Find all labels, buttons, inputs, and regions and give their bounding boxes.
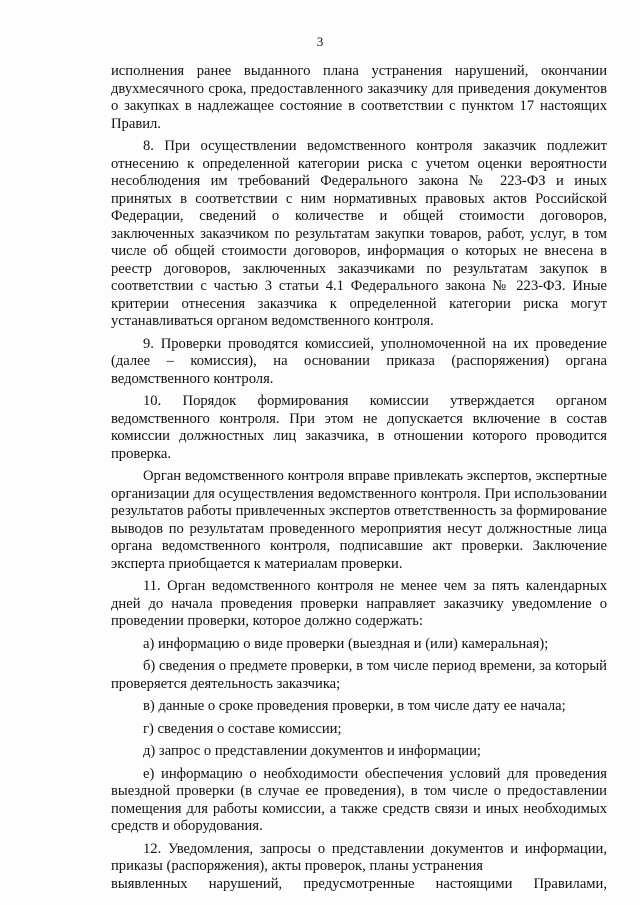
list-item: а) информацию о виде проверки (выездная и (или) камеральная); (143, 635, 549, 652)
page-number: 3 (316, 34, 324, 49)
paragraph-8: 8. При осуществлении ведомственного контроля заказчик подлежит отнесению к определенной категории риска с учетом оценки вероятности несоблюдения им требований Федерального закона № 223-ФЗ и иных принятых в соответствии с ним нормативных правовых актов Российской Федерации, сведений о количестве и общей стоимости договоров, заключенных заказчиком по результатам закупки товаров, работ, услуг, в том числе об общей стоимости договоров, информация о которых не внесена в реестр договоров, заключенных заказчиками по результатам закупок в соответствии с частью 3 статьи 4.1 Федерального закона № 223-ФЗ. Иные критерии отнесения заказчика к определенной категории риска могут устанавливаться органом ведомственного контроля. (111, 138, 607, 329)
list-item: б) сведения о предмете проверки, в том числе период времени, за который проверяется деятельность заказчика; (111, 658, 607, 692)
paragraph-10-experts: Орган ведомственного контроля вправе привлекать экспертов, экспертные организации для осуществления ведомственного контроля. При использовании результатов работы привлеченных экспертов ответственность за формирование выводов по результатам проведенного мероприятия несут должностные лица органа ведомственного контроля, подписавшие акт проверки. Заключение эксперта приобщается к материалам проверки. (111, 468, 607, 572)
notification-contents-list (111, 636, 607, 836)
paragraph-12-last-line: выявленных нарушений, предусмотренные настоящими Правилами, (111, 875, 607, 892)
list-item: г) сведения о составе комиссии; (143, 720, 342, 737)
list-item: е) информацию о необходимости обеспечения условий для проведения выездной проверки (в случае ее проведения), в том числе о предоставлении помещения для работы комиссии, а также средств связи и иных необходимых средств и оборудования. (111, 765, 607, 834)
paragraph-11: 11. Орган ведомственного контроля не менее чем за пять календарных дней до начала проведения проверки направляет заказчику уведомление о проведении проверки, которое должно содержать: (111, 578, 607, 629)
list-item: д) запрос о представлении документов и информации; (143, 743, 481, 759)
paragraph-continuation: исполнения ранее выданного плана устранения нарушений, окончании двухмесячного срока, предоставленного заказчику для приведения документов о закупках в надлежащее состояние в соответствии с пунктом 17 настоящих Правил. (111, 63, 607, 132)
paragraph-10: 10. Порядок формирования комиссии утверждается органом ведомственного контроля. При этом не допускается включение в состав комиссии должностных лиц заказчика, в отношении которого проводится проверка. (111, 393, 607, 462)
list-item: в) данные о сроке проведения проверки, в том числе дату ее начала; (143, 698, 566, 714)
document-body (111, 63, 607, 893)
paragraph-12: 12. Уведомления, запросы о представлении документов и информации, приказы (распоряжения), акты проверок, планы устранения (111, 840, 607, 874)
paragraph-9: 9. Проверки проводятся комиссией, уполномоченной на их проведение (далее – комиссия), на основании приказа (распоряжения) органа ведомственного контроля. (111, 335, 607, 387)
